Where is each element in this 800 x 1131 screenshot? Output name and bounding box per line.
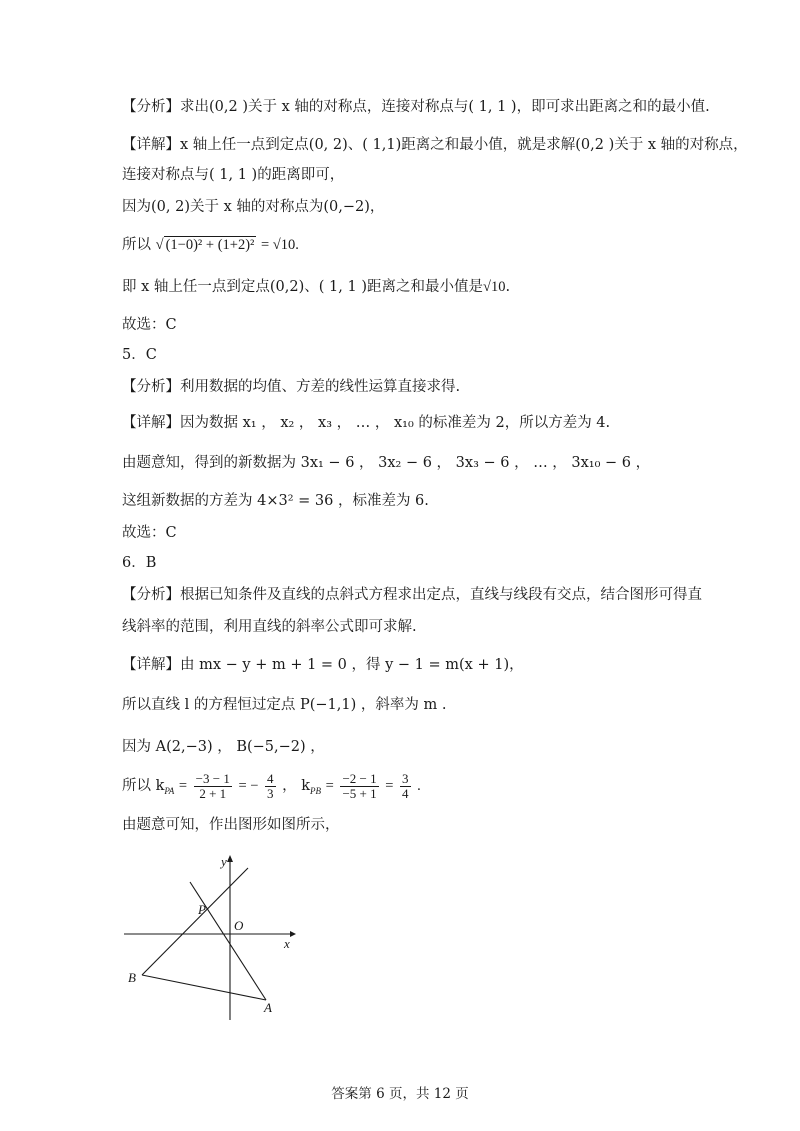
kpb-prefix: ， k [282, 778, 311, 794]
new-data-text: 由题意知，得到的新数据为 3x₁ − 6 ， 3x₂ − 6 ， 3x₃ − 6 ， … ， 3x₁₀ − 6 ， [122, 455, 651, 471]
detail-text: x 轴上任一点到定点(0, 2)、( 1,1)距离之和最小值，就是求解(0,2 )关于 x 轴的对称点， [180, 137, 748, 153]
analysis-text-2: 线斜率的范围，利用直线的斜率公式即可求解. [122, 619, 417, 635]
detail-text: 由 mx − y + m + 1 = 0 ，得 y − 1 = m(x + 1)， [180, 657, 524, 673]
fixed-point-text: 所以直线 l 的方程恒过定点 P(−1,1) ，斜率为 m . [122, 697, 447, 713]
analysis-tag: 【分析】 [122, 379, 180, 395]
conclusion-suffix: . [505, 279, 511, 295]
q5-line3 [122, 490, 429, 512]
question-number: 6．B [122, 555, 157, 571]
q5-line2 [122, 452, 650, 474]
answer-text: 故选：C [122, 317, 177, 333]
q6-line5 [122, 814, 340, 836]
label-x: x [284, 936, 290, 951]
q4-detail-2 [122, 164, 344, 186]
q5-detail [122, 412, 610, 434]
analysis-tag: 【分析】 [122, 587, 180, 603]
answer-text: 故选：C [122, 525, 177, 541]
analysis-text: 根据已知条件及直线的点斜式方程求出定点，直线与线段有交点，结合图形可得直 [180, 587, 702, 603]
analysis-text: 求出(0,2 )关于 x 轴的对称点，连接对称点与( 1, 1 )，即可求出距离之和的最小值. [180, 99, 710, 115]
q6-detail [122, 654, 524, 676]
q6-slopes: 所以 $k_{PA}$ = $\frac{-3 - 1}{2 + 1}$ = − $\frac{4}{3}$ ， $k_{PB}$ = $\frac{-2 - 1}{-5 + 1}$ = $\frac{3}{4}$ . [122, 770, 421, 801]
sqrt-expression: √ (1−0)² + (1+2)² [155, 237, 255, 253]
q5-analysis [122, 376, 460, 398]
so-result: = √10. [260, 237, 299, 253]
label-p: P [198, 902, 206, 917]
kpa-prefix: 所以 k [122, 778, 165, 794]
because-text: 因为(0, 2)关于 x 轴的对称点为(0,−2)， [122, 199, 385, 215]
q5-number [122, 344, 157, 366]
kpb-subscript: PB [310, 785, 322, 796]
q6-line3 [122, 736, 325, 758]
label-b: B [128, 970, 136, 985]
x-axis-arrow [290, 931, 296, 937]
kpa-fraction: $\frac{-3 - 1}{2 + 1}$ [195, 770, 230, 801]
analysis-tag: 【分析】 [122, 99, 180, 115]
q4-answer [122, 314, 177, 336]
detail-tag: 【详解】 [122, 137, 180, 153]
q6-line2 [122, 694, 446, 716]
figure-intro-text: 由题意可知，作出图形如图所示， [122, 817, 340, 833]
page-footer: 答案第 6 页，共 12 页 [331, 1086, 469, 1102]
analysis-text: 利用数据的均值、方差的线性运算直接求得. [180, 379, 461, 395]
label-a: A [264, 1000, 272, 1015]
q5-answer [122, 522, 177, 544]
detail-text: 因为数据 x₁ ， x₂ ， x₃ ， … ， x₁₀ 的标准差为 2，所以方差为 4. [180, 415, 611, 431]
q4-analysis [122, 96, 710, 118]
kpb-fraction: $\frac{-2 - 1}{-5 + 1}$ [342, 770, 377, 801]
points-text: 因为 A(2,−3) ， B(−5,−2) ， [122, 739, 325, 755]
detail-tag: 【详解】 [122, 415, 180, 431]
segment-ab [142, 975, 266, 1000]
label-o: O [234, 918, 244, 933]
q4-so [122, 234, 299, 256]
kpa-equals: = − [238, 778, 259, 794]
variance-text: 这组新数据的方差为 4×3² = 36 ，标准差为 6. [122, 493, 429, 509]
detail-text-2: 连接对称点与( 1, 1 )的距离即可， [122, 167, 345, 183]
so-prefix: 所以 [122, 237, 151, 253]
radicand: (1−0)² + (1+2)² [165, 237, 255, 253]
conclusion-value: √10 [482, 279, 506, 295]
q4-because [122, 196, 384, 218]
q4-conclusion [122, 276, 510, 298]
conclusion-text: 即 x 轴上任一点到定点(0,2)、( 1, 1 )距离之和最小值是 [122, 279, 483, 295]
y-axis-arrow [227, 855, 233, 862]
kpa-subscript: PA [164, 785, 175, 796]
label-y: y [221, 854, 227, 869]
q6-number [122, 552, 156, 574]
q6-analysis-1 [122, 584, 702, 606]
q4-detail-1 [122, 134, 748, 156]
kpb-value: $\frac{3}{4}$ [402, 770, 409, 801]
coordinate-figure [118, 850, 318, 1030]
q6-analysis-2 [122, 616, 417, 638]
question-number: 5．C [122, 347, 157, 363]
detail-tag: 【详解】 [122, 657, 180, 673]
line-pb [142, 868, 248, 975]
line-pa [190, 882, 266, 1000]
kpa-value: $\frac{4}{3}$ [267, 770, 274, 801]
